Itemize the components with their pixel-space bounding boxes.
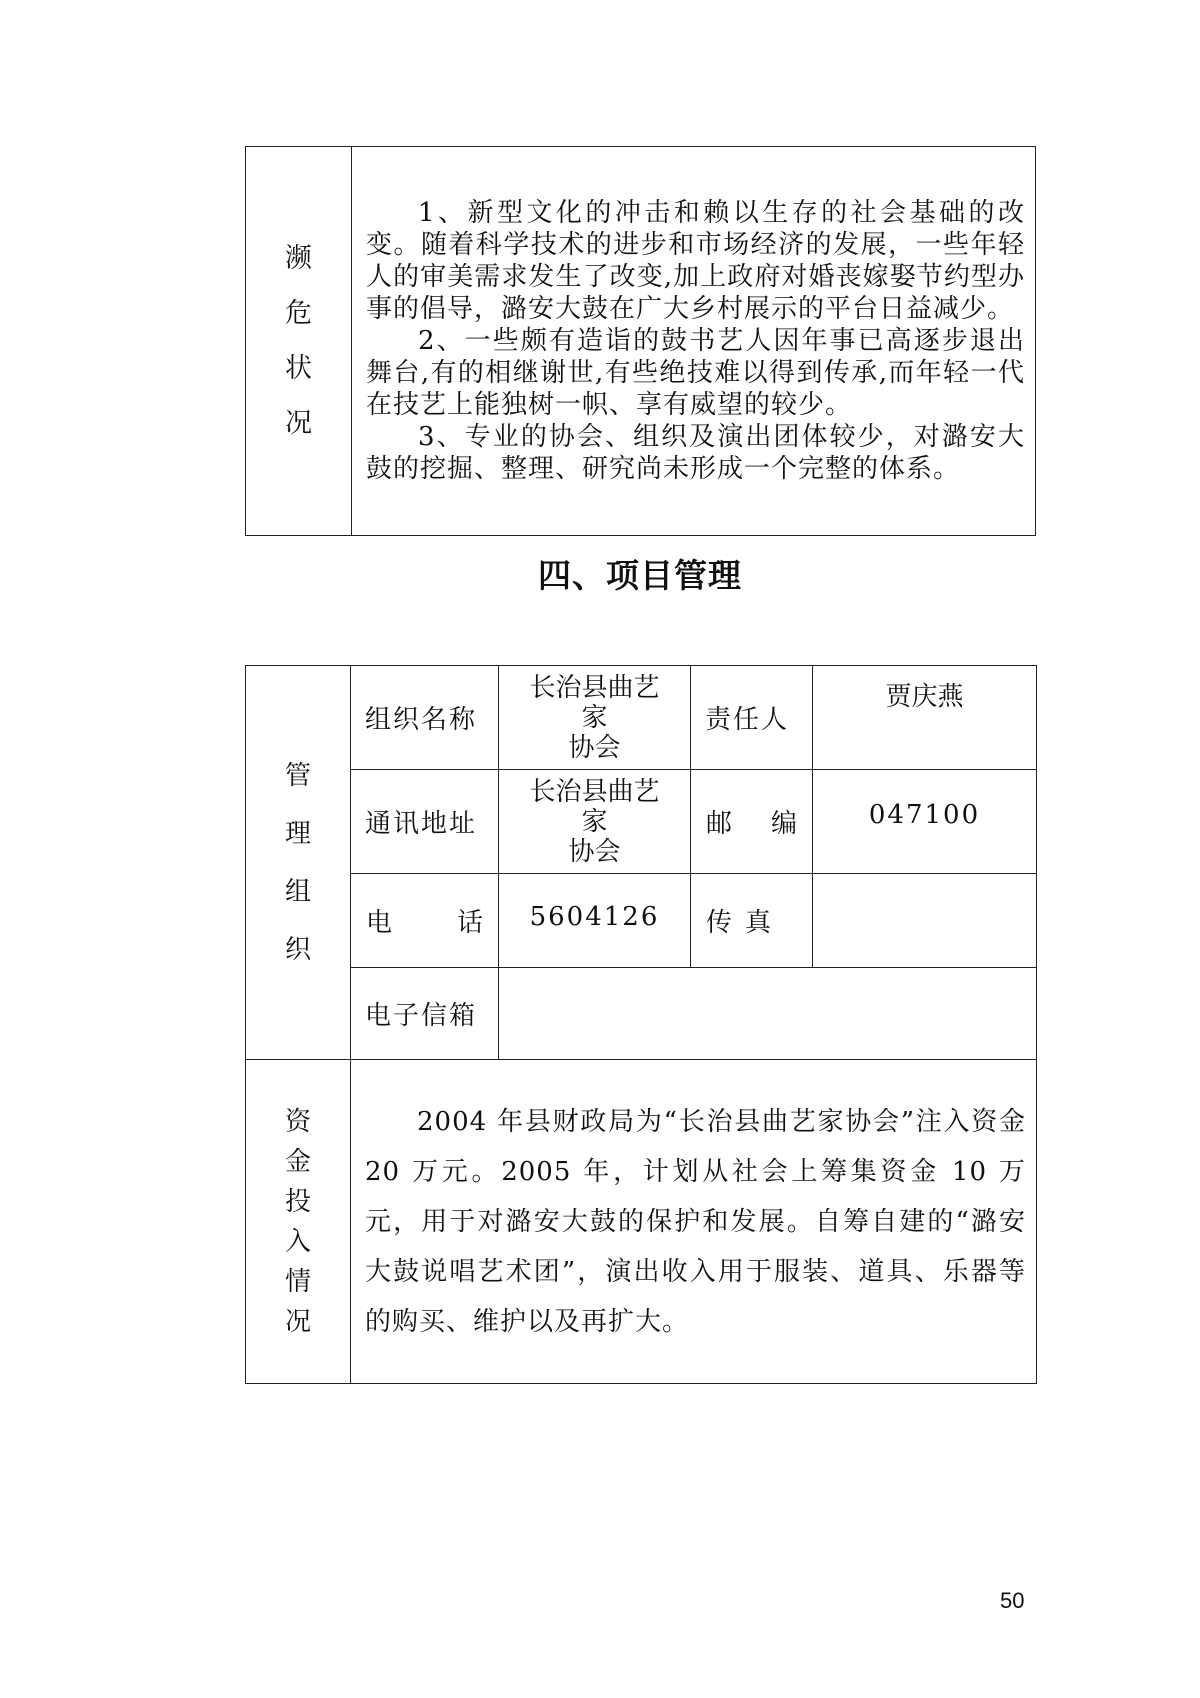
email-value: [499, 968, 1037, 1060]
paragraph: 3、专业的协会、组织及演出团体较少，对潞安大鼓的挖掘、整理、研究尚未形成一个完整的体系。: [366, 422, 1025, 484]
label-char: 情: [284, 1266, 311, 1297]
address-value: [499, 770, 691, 874]
label-char: 金: [284, 1146, 311, 1177]
page-number: 50: [1000, 1588, 1025, 1613]
endangered-status-label: [246, 147, 352, 536]
funding-paragraph: 2004 年县财政局为“长治县曲艺家协会”注入资金 20 万元。2005 年，计划从社会上筹集资金 10 万元，用于对潞安大鼓的保护和发展。自筹自建的“潞安大鼓说唱艺术团”，演出收入用于服装、道具、乐器等的购买、维护以及再扩大。: [365, 1106, 1026, 1337]
label-char: 资: [284, 1106, 311, 1137]
funding-label: [246, 1060, 351, 1384]
endangered-status-content: [352, 147, 1036, 536]
value-line: 长治县曲艺: [529, 672, 660, 703]
paragraph: 1、新型文化的冲击和赖以生存的社会基础的改变。随着科学技术的进步和市场经济的发展，一些年轻人的审美需求发生了改变,加上政府对婚丧嫁娶节约型办事的倡导，潞安大鼓在广大乡村展示的平台日益减少。: [366, 198, 1025, 324]
project-management-table: [245, 665, 1037, 1384]
org-name-label: 组织名称: [351, 666, 499, 770]
label-char: 濒: [285, 243, 312, 274]
value-line: 家: [581, 806, 608, 837]
label-char: 邮: [706, 809, 733, 839]
label-char: 织: [284, 934, 311, 965]
responsible-value: [813, 666, 1037, 770]
label-char: 状: [285, 353, 312, 384]
label-char: 理: [284, 818, 311, 849]
label-char: 组: [284, 876, 311, 907]
fax-value: [813, 874, 1037, 968]
email-label: 电子信箱: [351, 968, 499, 1060]
paragraph: 2、一些颇有造诣的鼓书艺人因年事已高逐步退出舞台,有的相继谢世,有些绝技难以得到传承,而年轻一代在技艺上能独树一帜、享有威望的较少。: [366, 326, 1025, 420]
value-line: 协会: [568, 732, 621, 763]
postcode-label: [691, 770, 813, 874]
phone-value: [499, 874, 691, 968]
management-org-label: [246, 666, 351, 1060]
org-name-value: [499, 666, 691, 770]
value-line: 协会: [568, 836, 621, 867]
label-char: 管: [284, 760, 311, 791]
funding-content: [351, 1060, 1037, 1384]
label-char: 况: [285, 408, 312, 439]
phone-number: 5604126: [529, 902, 660, 932]
label-char: 入: [284, 1226, 311, 1257]
label-char: 真: [744, 908, 771, 938]
section-title: 四、项目管理: [538, 556, 742, 595]
fax-label: [691, 874, 813, 968]
label-char: 投: [284, 1186, 311, 1217]
label-char: 话: [456, 908, 483, 938]
value-line: 家: [581, 702, 608, 733]
label-char: 况: [284, 1306, 311, 1337]
endangered-status-table: [245, 146, 1036, 536]
responsible-label: 责任人: [691, 666, 813, 770]
label-char: 传: [706, 908, 733, 938]
value-line: 长治县曲艺: [529, 776, 660, 807]
postcode-number: 047100: [868, 800, 981, 830]
label-char: 危: [285, 298, 312, 329]
responsible-name: 贾庆燕: [885, 682, 964, 712]
label-char: 编: [770, 809, 797, 839]
phone-label: [351, 874, 499, 968]
label-char: 电: [366, 908, 393, 938]
address-label: 通讯地址: [351, 770, 499, 874]
postcode-value: [813, 770, 1037, 874]
